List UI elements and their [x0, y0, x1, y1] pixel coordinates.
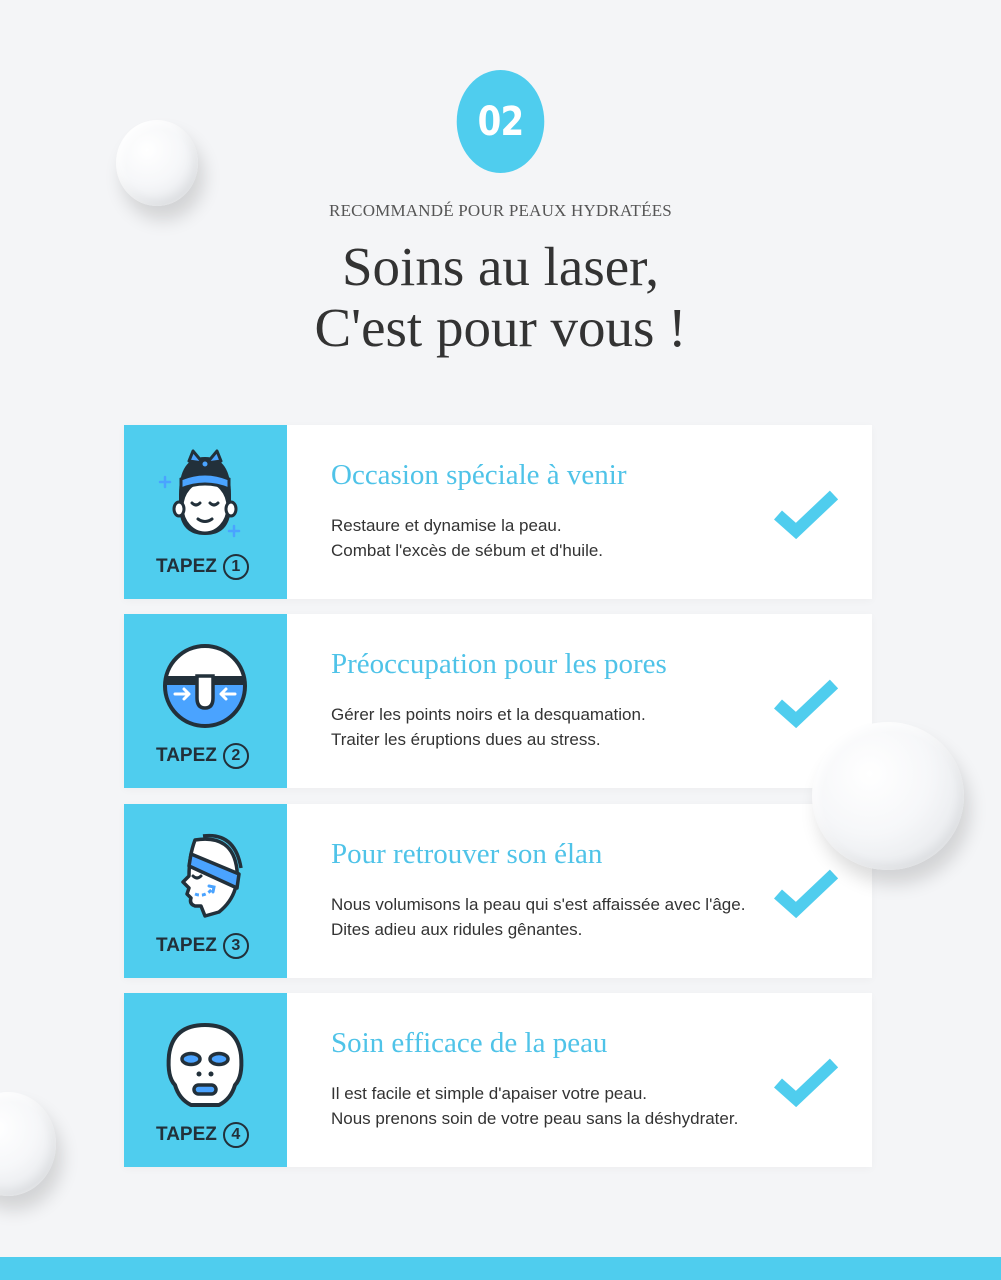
- headband-face-icon: [155, 447, 255, 547]
- description-line: Combat l'excès de sébum et d'huile.: [331, 541, 604, 560]
- tap-label: [156, 933, 249, 959]
- water-drop-decoration: [116, 120, 198, 206]
- description-line: Nous volumisons la peau qui s'est affaissée avec l'âge.: [331, 895, 746, 914]
- card-description: [331, 513, 603, 563]
- title-line-2: C'est pour vous !: [314, 297, 687, 358]
- checkmark-icon: [774, 487, 838, 539]
- treatment-card-2[interactable]: [124, 614, 872, 788]
- bottom-accent-bar: [0, 1257, 1001, 1280]
- tap-number: 1: [223, 554, 249, 580]
- tap-number: 4: [223, 1122, 249, 1148]
- pore-icon: [155, 636, 255, 736]
- description-line: Restaure et dynamise la peau.: [331, 516, 562, 535]
- card-description: [331, 1081, 738, 1131]
- face-lift-icon: [155, 826, 255, 926]
- face-mask-icon: [155, 1015, 255, 1115]
- card-heading: Occasion spéciale à venir: [331, 459, 627, 491]
- tap-text: TAPEZ: [156, 935, 217, 956]
- tap-label: [156, 743, 249, 769]
- card-icon-panel: [124, 425, 287, 599]
- water-drop-decoration: [812, 722, 964, 870]
- card-icon-panel: [124, 993, 287, 1167]
- card-heading: Préoccupation pour les pores: [331, 648, 667, 680]
- card-description: [331, 702, 646, 752]
- description-line: Il est facile et simple d'apaiser votre peau.: [331, 1084, 648, 1103]
- tap-label: [156, 1122, 249, 1148]
- treatment-card-4[interactable]: [124, 993, 872, 1167]
- card-heading: Pour retrouver son élan: [331, 838, 603, 870]
- tap-number: 3: [223, 933, 249, 959]
- title-line-1: Soins au laser,: [341, 236, 660, 297]
- card-icon-panel: [124, 614, 287, 788]
- page-subtitle: RECOMMANDÉ POUR PEAUX HYDRATÉES: [329, 201, 672, 220]
- checkmark-icon: [774, 1055, 838, 1107]
- tap-number: 2: [223, 743, 249, 769]
- card-icon-panel: [124, 804, 287, 978]
- checkmark-icon: [774, 866, 838, 918]
- description-line: Traiter les éruptions dues au stress.: [331, 730, 601, 749]
- treatment-card-3[interactable]: [124, 804, 872, 978]
- tap-text: TAPEZ: [156, 1124, 217, 1145]
- card-heading: Soin efficace de la peau: [331, 1027, 608, 1059]
- description-line: Dites adieu aux ridules gênantes.: [331, 920, 583, 939]
- step-badge: 02: [457, 70, 545, 173]
- card-description: [331, 892, 745, 942]
- description-line: Nous prenons soin de votre peau sans la déshydrater.: [331, 1109, 739, 1128]
- water-drop-decoration: [0, 1092, 56, 1196]
- treatment-card-1[interactable]: [124, 425, 872, 599]
- tap-text: TAPEZ: [156, 745, 217, 766]
- description-line: Gérer les points noirs et la desquamation.: [331, 705, 646, 724]
- checkmark-icon: [774, 676, 838, 728]
- tap-text: TAPEZ: [156, 556, 217, 577]
- page-title: [0, 236, 1001, 358]
- tap-label: [156, 554, 249, 580]
